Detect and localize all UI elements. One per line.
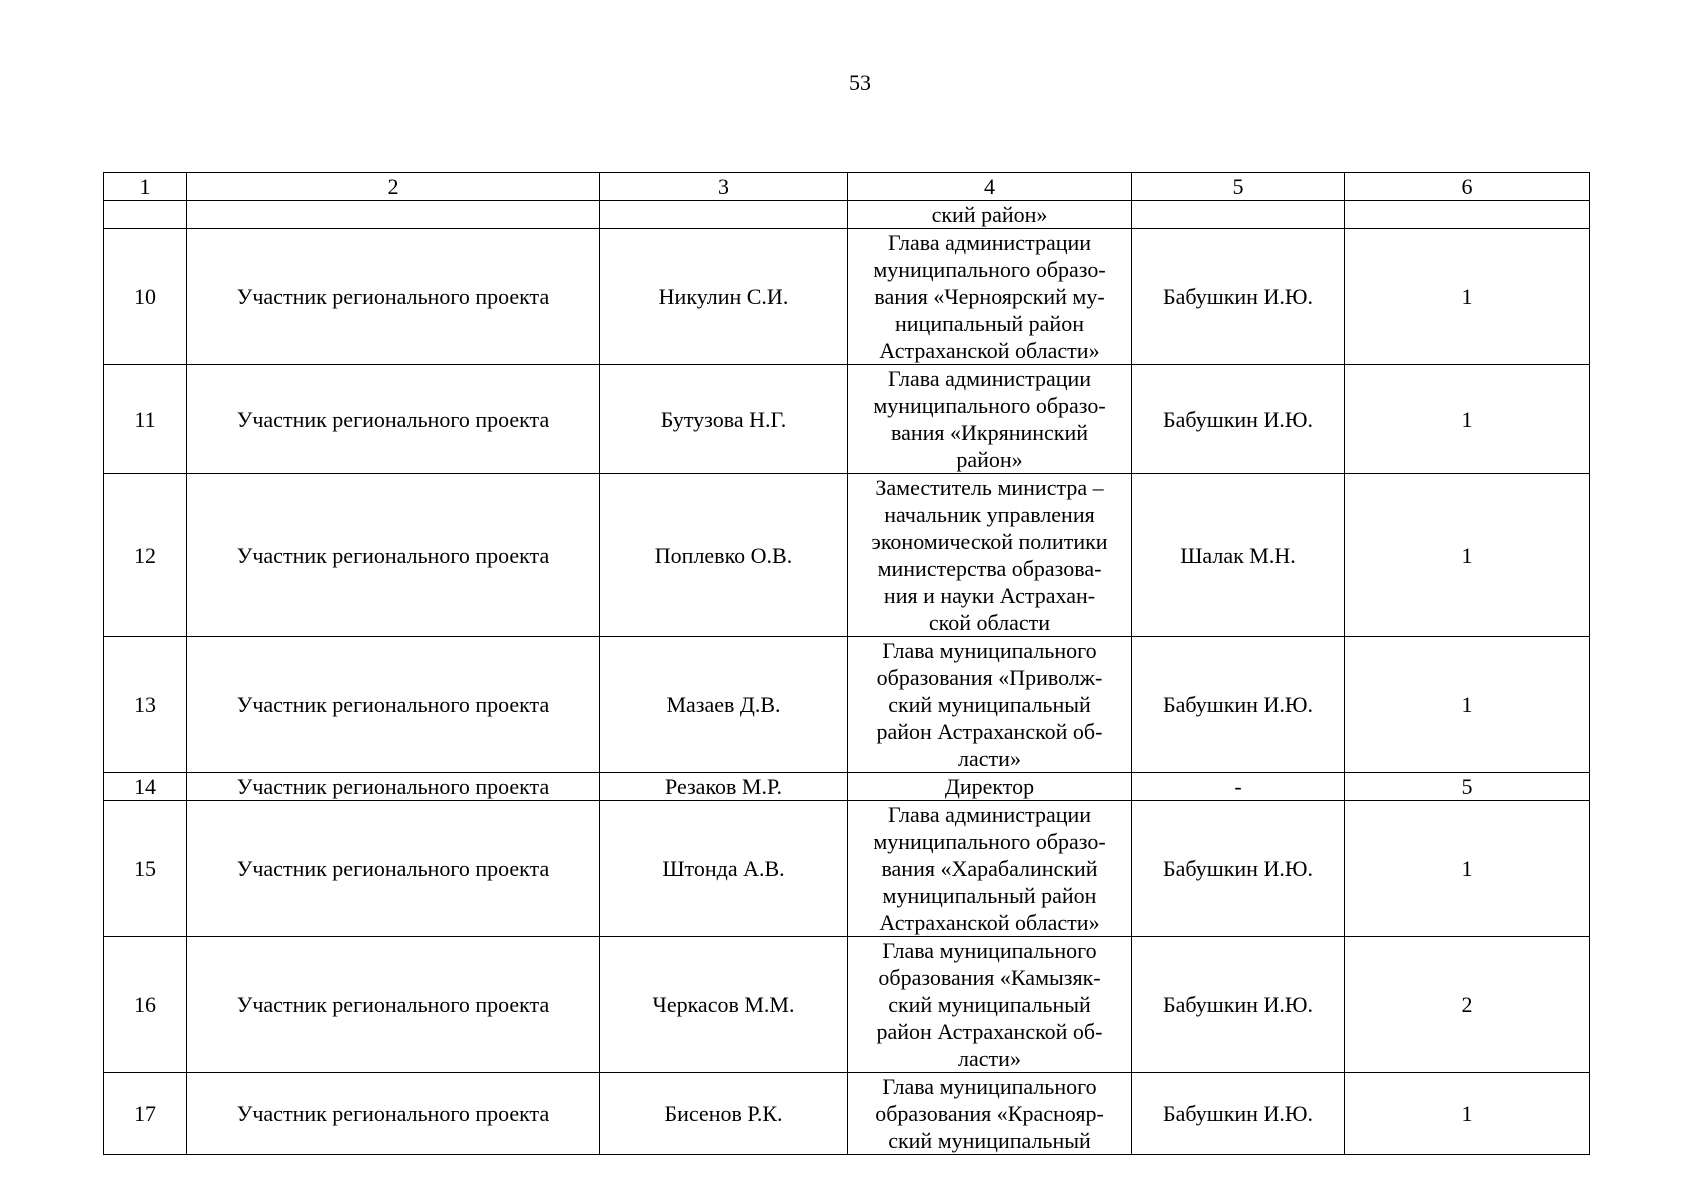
position-line: ласти» [958,1046,1021,1071]
position-cell [848,801,1132,937]
value-cell: 1 [1345,229,1590,365]
value-cell: 5 [1345,773,1590,801]
position-line: вания «Харабалинский [881,856,1098,881]
position-cell [848,937,1132,1073]
position-cell [848,229,1132,365]
name-cell: Черкасов М.М. [600,937,848,1073]
continuation-cell-1 [104,201,187,229]
page-number: 53 [849,70,871,95]
position-line: Глава муниципального [882,638,1097,663]
value-cell: 1 [1345,1073,1590,1155]
data-table [103,172,1590,1155]
continuation-cell-2 [187,201,600,229]
position-line: ния и науки Астрахан- [883,583,1096,608]
table-row [104,801,1590,937]
role-cell: Участник регионального проекта [187,229,600,365]
position-line: муниципальный район [882,883,1097,908]
continuation-cell-5 [1132,201,1345,229]
value-cell: 1 [1345,637,1590,773]
row-number-cell: 17 [104,1073,187,1155]
role-cell: Участник регионального проекта [187,937,600,1073]
position-line: начальник управления [884,502,1095,527]
position-line: район Астраханской об- [876,1019,1103,1044]
position-line: Астраханской области» [879,910,1100,935]
header-cell-1: 1 [104,173,187,201]
header-cell-2: 2 [187,173,600,201]
role-cell: Участник регионального проекта [187,773,600,801]
position-line: образования «Приволж- [876,665,1103,690]
header-cell-3: 3 [600,173,848,201]
value-cell: 1 [1345,365,1590,474]
supervisor-cell: Бабушкин И.Ю. [1132,365,1345,474]
name-cell: Поплевко О.В. [600,474,848,637]
value-cell: 1 [1345,801,1590,937]
table-row [104,637,1590,773]
position-line: ский муниципальный [888,1128,1091,1153]
header-cell-5: 5 [1132,173,1345,201]
position-line: муниципального образо- [873,393,1106,418]
continuation-cell-position: ский район» [848,201,1132,229]
position-line: ский муниципальный [888,692,1091,717]
name-cell: Бутузова Н.Г. [600,365,848,474]
name-cell: Мазаев Д.В. [600,637,848,773]
position-line: Глава администрации [887,366,1092,391]
supervisor-cell: Бабушкин И.Ю. [1132,1073,1345,1155]
header-cell-4: 4 [848,173,1132,201]
role-cell: Участник регионального проекта [187,474,600,637]
position-line: министерства образова- [877,556,1102,581]
position-line: Директор [944,774,1035,799]
supervisor-cell: Бабушкин И.Ю. [1132,937,1345,1073]
row-number-cell: 12 [104,474,187,637]
table-row [104,1073,1590,1155]
position-line: Астраханской области» [879,338,1100,363]
position-line: ской области [928,610,1051,635]
position-line: Глава администрации [887,802,1092,827]
position-cell [848,637,1132,773]
value-cell: 2 [1345,937,1590,1073]
position-line: муниципального образо- [873,257,1106,282]
supervisor-cell: Бабушкин И.Ю. [1132,637,1345,773]
position-line: вания «Черноярский му- [874,284,1105,309]
position-line: Заместитель министра – [875,475,1104,500]
position-cell [848,773,1132,801]
position-line: вания «Икрянинский [890,420,1089,445]
table-body [104,173,1590,1155]
table-row [104,937,1590,1073]
row-number-cell: 11 [104,365,187,474]
position-line: образования «Камызяк- [878,965,1101,990]
position-line: Глава муниципального [882,938,1097,963]
position-line: ский муниципальный [888,992,1091,1017]
name-cell: Никулин С.И. [600,229,848,365]
header-row [104,173,1590,201]
position-line: район Астраханской об- [876,719,1103,744]
position-line: ниципальный район [895,311,1084,336]
position-line: район» [956,447,1023,472]
position-cell [848,1073,1132,1155]
supervisor-cell: - [1132,773,1345,801]
continuation-cell-6 [1345,201,1590,229]
table-row [104,365,1590,474]
role-cell: Участник регионального проекта [187,365,600,474]
role-cell: Участник регионального проекта [187,801,600,937]
position-line: экономической политики [871,529,1108,554]
header-cell-6: 6 [1345,173,1590,201]
supervisor-cell: Бабушкин И.Ю. [1132,801,1345,937]
row-number-cell: 14 [104,773,187,801]
supervisor-cell: Бабушкин И.Ю. [1132,229,1345,365]
name-cell: Бисенов Р.К. [600,1073,848,1155]
row-number-cell: 16 [104,937,187,1073]
table-row [104,474,1590,637]
value-cell: 1 [1345,474,1590,637]
table-row [104,229,1590,365]
supervisor-cell: Шалак М.Н. [1132,474,1345,637]
position-line: Глава администрации [887,230,1092,255]
row-number-cell: 15 [104,801,187,937]
name-cell: Штонда А.В. [600,801,848,937]
position-line: образования «Краснояр- [875,1101,1104,1126]
position-cell [848,365,1132,474]
position-line: ласти» [958,746,1021,771]
position-cell [848,474,1132,637]
name-cell: Резаков М.Р. [600,773,848,801]
row-number-cell: 10 [104,229,187,365]
position-line: Глава муниципального [882,1074,1097,1099]
role-cell: Участник регионального проекта [187,1073,600,1155]
row-number-cell: 13 [104,637,187,773]
continuation-row [104,201,1590,229]
table-row [104,773,1590,801]
position-line: муниципального образо- [873,829,1106,854]
role-cell: Участник регионального проекта [187,637,600,773]
continuation-cell-3 [600,201,848,229]
